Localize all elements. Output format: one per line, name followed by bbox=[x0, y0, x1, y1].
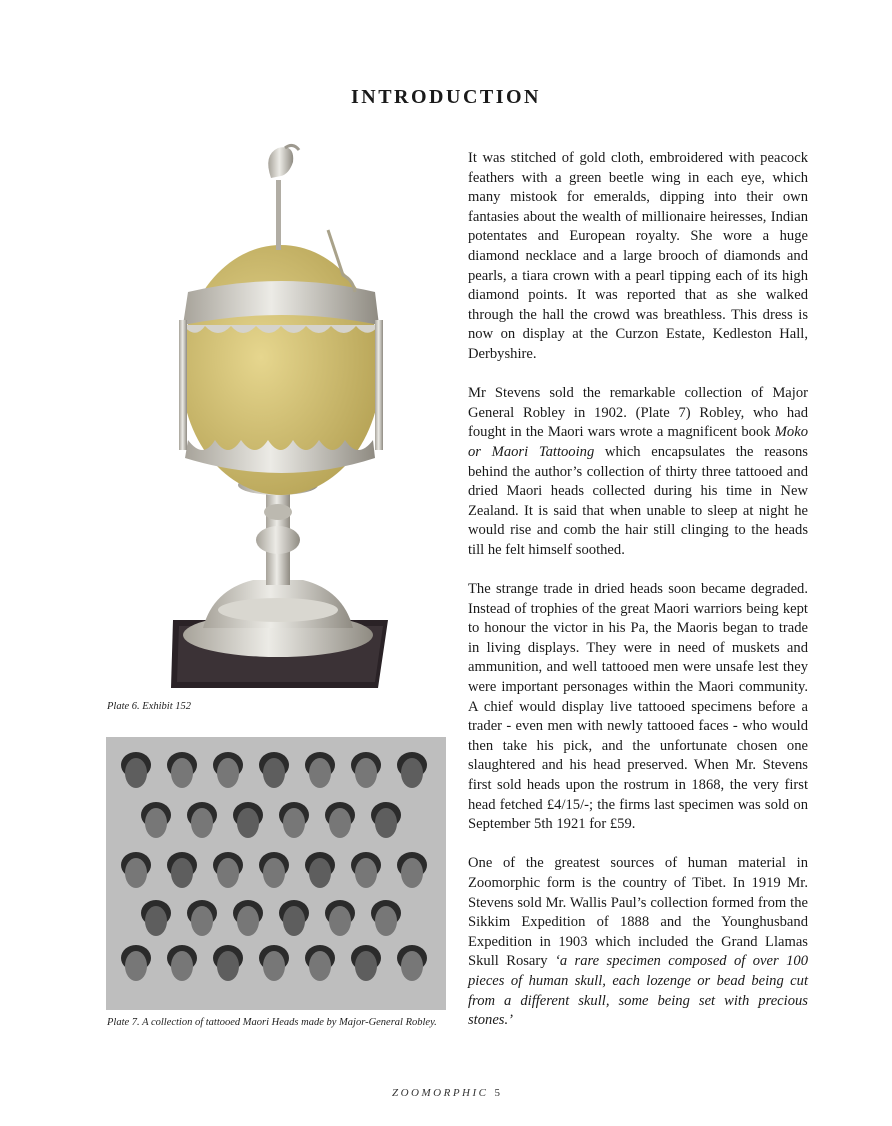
head-face-shape bbox=[283, 808, 305, 838]
body-text-column bbox=[468, 149, 808, 1050]
head-face-shape bbox=[401, 951, 423, 981]
head-face-shape bbox=[355, 758, 377, 788]
maori-heads-photo bbox=[106, 737, 446, 1010]
head-face-shape bbox=[191, 906, 213, 936]
head-face-shape bbox=[171, 758, 193, 788]
head-face-shape bbox=[309, 758, 331, 788]
paragraph-4 bbox=[468, 854, 808, 1030]
head-face-shape bbox=[401, 758, 423, 788]
head-face-shape bbox=[355, 951, 377, 981]
head-face-shape bbox=[283, 906, 305, 936]
paragraph-2 bbox=[468, 384, 808, 560]
head-face-shape bbox=[375, 906, 397, 936]
rosary-quote: ‘a rare specimen composed of over 100 pieces of human skull, each lozenge or bead being cut from a different skull, some being set with precious stones.’ bbox=[468, 953, 808, 1029]
head-face-shape bbox=[401, 858, 423, 888]
book-title: Moko or Maori Tattooing bbox=[468, 424, 808, 460]
head-face-shape bbox=[125, 758, 147, 788]
head-face-shape bbox=[309, 951, 331, 981]
head-face-shape bbox=[329, 808, 351, 838]
plate-6-caption: Plate 6. Exhibit 152 bbox=[107, 701, 191, 712]
paragraph-2-text-a: Mr Stevens sold the remarkable collection of Major General Robley in 1902. (Plate 7) Robley, who had fought in the Maori wars wrote a magnificent book bbox=[468, 385, 808, 441]
head-face-shape bbox=[263, 758, 285, 788]
paragraph-4-text: One of the greatest sources of human material in Zoomorphic form is the country of Tibet. In 1919 Mr. Stevens sold Mr. Wallis Paul’s collection formed from the Sikkim Expedition of 1888 and the Younghusband Expedition in 1903 which included the Grand Llamas Skull Rosary bbox=[468, 855, 808, 970]
ostrich-egg-cup-image bbox=[143, 140, 408, 695]
head-face-shape bbox=[171, 951, 193, 981]
paragraph-3: The strange trade in dried heads soon became degraded. Instead of trophies of the great Maori warriors being kept to honour the victor in his Pa, the Maoris began to trade in living displays. They were in need of muskets and ammunition, and well tattooed men were unsafe lest they were important personages within the Maori community. A chief would display live tattooed specimens before a trader - even men with newly tattooed faces - who would then take his pick, and the unfortunate chosen one slaughtered and his head preserved. When Mr. Stevens first sold heads upon the rostrum in 1868, the very first head fetched £4/15/-; the firms last specimen was sold on September 5th 1921 for £59. bbox=[468, 581, 808, 833]
head-face-shape bbox=[263, 858, 285, 888]
head-face-shape bbox=[217, 758, 239, 788]
head-face-shape bbox=[237, 808, 259, 838]
head-face-shape bbox=[191, 808, 213, 838]
head-face-shape bbox=[217, 951, 239, 981]
head-face-shape bbox=[145, 808, 167, 838]
footer-title: ZOOMORPHIC bbox=[392, 1087, 489, 1099]
head-face-shape bbox=[329, 906, 351, 936]
page-heading: INTRODUCTION bbox=[350, 86, 542, 108]
plate-7-caption: Plate 7. A collection of tattooed Maori Heads made by Major-General Robley. bbox=[107, 1017, 437, 1028]
page-number: 5 bbox=[494, 1087, 500, 1099]
paragraph-2-text-b: which encapsulates the reasons behind the author’s collection of thirty three tattooed and dried Maori heads collected during his time in New Zealand. It is said that when unable to sleep at night he would rise and comb the hair still clinging to the heads till he felt himself soothed. bbox=[468, 443, 808, 558]
paragraph-1: It was stitched of gold cloth, embroidered with peacock feathers with a green beetle wing in each eye, which many mistook for emeralds, dipping into their own fantasies about the wealth of millionaire heiresses, Indian potentates and European royalty. She wore a huge diamond necklace and a large brooch of diamonds and pearls, a tiara crown with a pearl tipping each of its high diamond points. It was reported that as she walked through the hall the crowd was breathless. This dress is now on display at the Curzon Estate, Kedleston Hall, Derbyshire. bbox=[468, 150, 808, 362]
head-face-shape bbox=[217, 858, 239, 888]
head-face-shape bbox=[145, 906, 167, 936]
head-face-shape bbox=[263, 951, 285, 981]
head-face-shape bbox=[125, 858, 147, 888]
head-face-shape bbox=[237, 906, 259, 936]
head-face-shape bbox=[309, 858, 331, 888]
head-face-shape bbox=[375, 808, 397, 838]
head-face-shape bbox=[171, 858, 193, 888]
head-face-shape bbox=[355, 858, 377, 888]
head-face-shape bbox=[125, 951, 147, 981]
page-footer bbox=[0, 1087, 892, 1099]
